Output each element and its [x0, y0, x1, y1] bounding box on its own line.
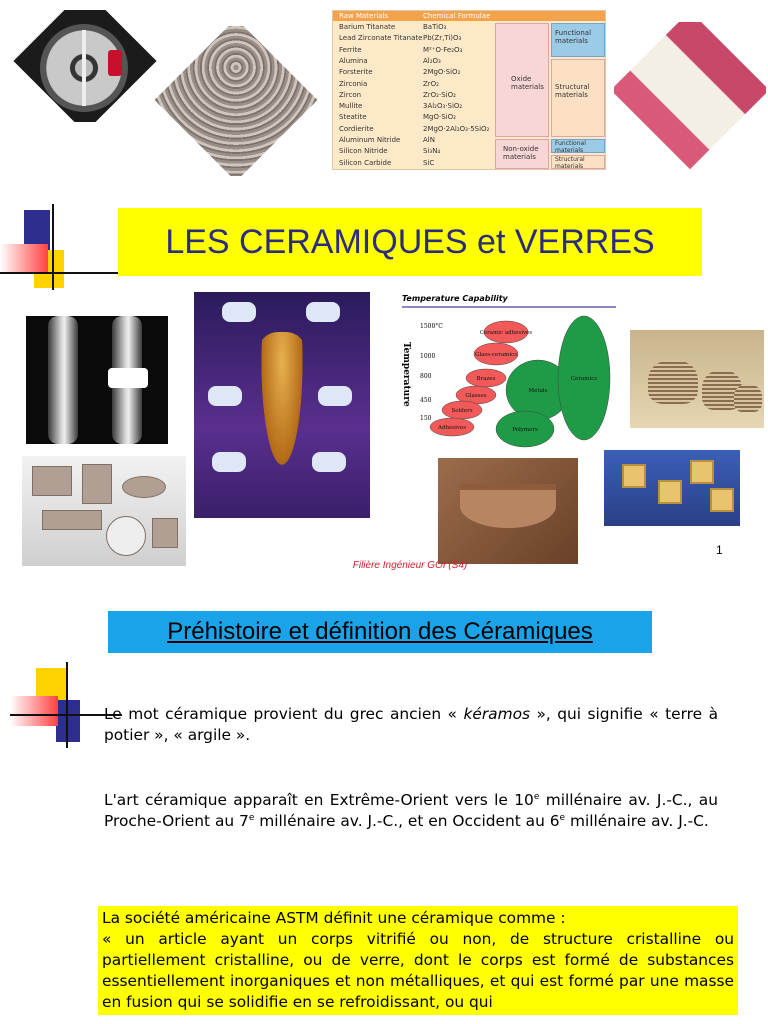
table-material-formula: 3Al₂O₃·SiO₂ [423, 102, 463, 111]
chart-bubble-label: Polymers [512, 427, 538, 433]
alloy-wheel-photo [10, 10, 158, 122]
ceramic-powder-photo [152, 26, 324, 176]
table-material-name: Aluminum Nitride [339, 136, 401, 144]
slide-title [118, 208, 702, 276]
table-material-name: Steatite [339, 113, 367, 122]
table-material-name: Zircon [339, 90, 362, 99]
astm-definition-text: « un article ayant un corps vitrifié ou non, de structure cristalline ou partiellement cristalline, ou de verre, dont le corps est formé de substances essentiellement inorganiques et non métalliques, et qui est formé par une masse en fusion qui se solidifie en se refroidissant, ou qui [102, 930, 734, 1011]
temperature-chart [398, 292, 620, 452]
knee-xray-photo [26, 316, 168, 444]
cat-functional-1: Functional materials [555, 29, 592, 45]
table-header-raw: Raw Materials [339, 12, 389, 20]
dental-crowns-photo [614, 22, 766, 172]
table-material-name: Mullite [339, 102, 363, 111]
chart-bubble-label: Ceramic adhesives [479, 330, 533, 336]
table-material-formula: Pb(Zr,Ti)O₃ [423, 34, 462, 43]
chart-bubble-label: Brazes [476, 376, 496, 382]
chart-bubble-label: Glasses [465, 393, 487, 399]
paragraph-etymology: Le mot céramique provient du grec ancien « kéramos », qui signifie « terre à potier », « argile ». [104, 705, 718, 744]
deco-line-v [52, 204, 54, 290]
table-material-formula: 2MgO·SiO₂ [423, 68, 461, 77]
table-material-formula: Si₃N₄ [423, 147, 441, 156]
chart-bubble-label: Solders [451, 408, 473, 414]
table-material-name: Barium Titanate [339, 23, 396, 31]
section-title [108, 611, 652, 653]
table-material-name: Ferrite [339, 45, 362, 54]
chart-bubble-label: Adhesives [437, 425, 467, 431]
chart-tick-label: 1500°C [420, 323, 443, 330]
astm-intro: La société américaine ASTM définit une céramique comme : [102, 909, 566, 927]
table-material-formula: AlN [423, 136, 435, 144]
biomedical-ceramics-image [194, 292, 370, 518]
group-oxide: Oxide materials [511, 75, 544, 91]
table-material-formula: M²⁺O·Fe₂O₃ [423, 45, 463, 54]
table-material-name: Forsterite [339, 68, 373, 77]
deco-blue-square-2 [56, 700, 80, 742]
deco-line-v-2 [66, 662, 68, 748]
table-material-name: Lead Zirconate Titanate [339, 34, 423, 43]
chart-bubble-label: Ceramics [570, 376, 598, 382]
temperature-chart-svg [398, 292, 620, 452]
cat-structural-2: Structural materials [555, 156, 585, 170]
chart-tick-label: 450 [420, 397, 432, 404]
keramos-term: kéramos [463, 705, 531, 723]
table-material-name: Silicon Carbide [339, 158, 392, 167]
paragraph-history: L'art céramique apparaît en Extrême-Orient vers le 10e millénaire av. J.-C., au Proche-Orient au 7e millénaire av. J.-C., et en Occident au 6e millénaire av. J.-C. [104, 791, 718, 830]
table-material-formula: Al₂O₃ [423, 56, 441, 65]
table-header-formula: Chemical Formulae [423, 12, 491, 20]
cat-functional-2: Functional materials [555, 140, 586, 154]
chart-bubbles [430, 316, 610, 447]
table-material-formula: 2MgO·2Al₂O₃·5SiO₂ [423, 124, 490, 133]
chart-ticks [420, 323, 443, 422]
chart-tick-label: 800 [420, 373, 432, 380]
table-material-formula: MgO·SiO₂ [423, 113, 456, 122]
table-material-formula: BaTiO₃ [423, 23, 447, 31]
technical-ceramics-photo [22, 456, 186, 566]
table-material-name: Zirconia [339, 79, 368, 88]
materials-table-image [332, 10, 606, 170]
slide-footer: Filière Ingénieur GOI (S4) [352, 560, 468, 571]
chart-title: Temperature Capability [402, 294, 508, 303]
table-material-name: Silicon Nitride [339, 147, 388, 156]
chart-ylabel: Temperature [401, 342, 411, 407]
cat-structural-1: Structural materials [555, 83, 590, 99]
teapot-set-photo [630, 330, 764, 428]
table-material-formula: ZrO₂ [423, 79, 439, 88]
chart-tick-label: 150 [420, 415, 432, 422]
table-material-formula: SiC [423, 158, 435, 167]
chart-bubble-label: Metals [528, 388, 548, 394]
deco-red-gradient [0, 244, 48, 274]
table-material-name: Alumina [339, 56, 368, 65]
chart-bubble-label: Glass-ceramics [474, 352, 518, 358]
chart-tick-label: 1000 [420, 353, 436, 360]
page-number: 1 [716, 543, 723, 557]
ceramic-cubes-photo [604, 450, 740, 526]
table-material-name: Cordierite [339, 124, 374, 133]
section-title-text: Préhistoire et définition des Céramiques [167, 618, 593, 645]
pottery-wheel-photo [438, 458, 578, 564]
group-nonoxide: Non-oxide materials [503, 145, 539, 161]
table-material-formula: ZrO₂·SiO₂ [423, 90, 456, 99]
slide-title-text: LES CERAMIQUES et VERRES [165, 222, 655, 261]
deco-red-gradient-2 [10, 696, 58, 726]
paragraph-astm-definition [98, 906, 738, 1015]
